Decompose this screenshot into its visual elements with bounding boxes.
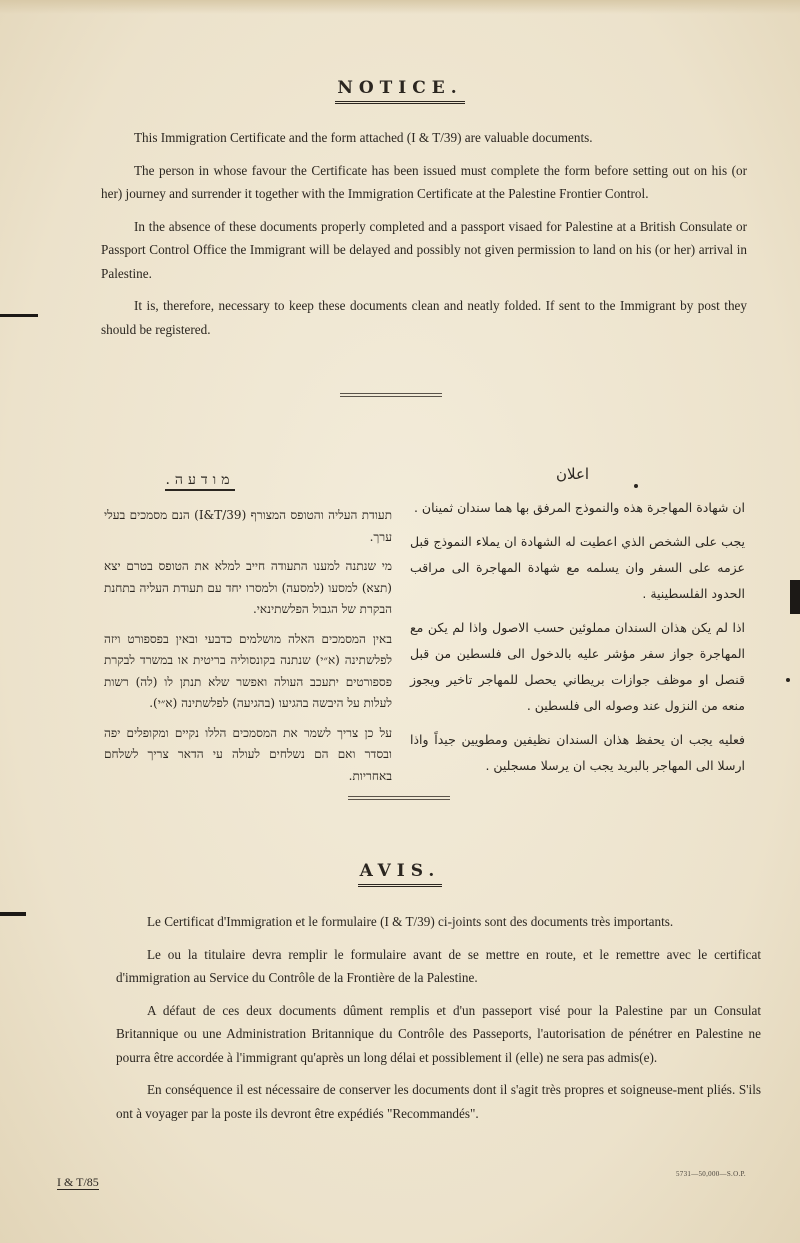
edge-mark <box>790 580 800 614</box>
notice-heading <box>0 78 800 104</box>
bullet-dot <box>634 484 638 488</box>
arabic-paragraph: يجب على الشخص الذي اعطيت له الشهادة ان يملاء النموذج قبل عزمه على السفر وان يسلمه مع شهادة المهاجرة الى مراقب الحدود الفلسطينية . <box>410 534 745 601</box>
arabic-paragraph: فعليه يجب ان يحفظ هذان السندان نظيفين ومطويين جيداً واذا ارسلا الى المهاجر بالبريد يجب ان يرسلا مسجلين . <box>410 732 745 773</box>
avis-heading <box>0 861 800 887</box>
hebrew-paragraph: מי שנתנה למענו התעודה חייב למלא את הטופס בטרם יצא (תצא) למסעו (למסעה) ולמסרו יחד עם תעודת העליה בתחנת הבקרת של הגבול הפלשתינאי. <box>104 559 392 616</box>
section-divider <box>340 393 442 397</box>
arabic-paragraph: ان شهادة المهاجرة هذه والنموذج المرفق بها هما سندان ثمينان . <box>413 500 745 515</box>
form-number <box>57 1175 99 1190</box>
hebrew-paragraph: על כן צריך לשמר את המסמכים הללו נקיים ומקופלים יפה ובסדר ואם הם נשלחים לעולה עי הדאר צריך לשלחם באחריות. <box>104 725 392 783</box>
edge-mark <box>0 314 38 317</box>
arabic-paragraph: اذا لم يكن هذان السندان مملوئين حسب الاصول واذا لم يكن مع المهاجرة جواز سفر مؤشر عليه بالدخول الى فلسطين من قبل قنصل او موظف جوازات بريطاني يحصل للمهاجر تاخير ويجوز منعه من النزول عند وصوله الى فلسطين . <box>410 620 745 713</box>
notice-paragraph: In the absence of these documents properly completed and a passport visaed for Palestine at a British Consulate or Passport Control Office the Immigrant will be delayed and possibly not given permission to land on his (or her) arrival in Palestine. <box>101 218 747 281</box>
hebrew-paragraph: באין המסמכים האלה מושלמים כדבעי ובאין בפספורט ויזה לפלשתינה (א״י) שנתנה בקונסוליה בריטית או במשרד לבקרת פספורטים יתעכב העולה ואפשר שלא תנתן לו (לה) רשות לעלות על היבשה בהגיעו (בהגיעה) לפלשתינה (א״י). <box>104 631 392 710</box>
notice-paragraph: This Immigration Certificate and the form attached (I & T/39) are valuable documents. <box>134 130 593 145</box>
paper-edge <box>0 0 800 14</box>
notice-paragraph: It is, therefore, necessary to keep these documents clean and neatly folded. If sent to the Immigrant by post they should be registered. <box>101 298 747 337</box>
hebrew-heading <box>150 472 250 489</box>
hebrew-title: מודעה. <box>165 472 234 491</box>
hebrew-paragraph: תעודת העליה והטופס המצורף (I&T/39) הנם מסמכים בעלי ערך. <box>104 508 393 544</box>
hebrew-section <box>104 505 392 795</box>
section-divider <box>348 796 450 800</box>
notice-title: NOTICE. <box>335 78 464 104</box>
arabic-heading: اعلان <box>556 465 590 483</box>
notice-section <box>101 126 747 350</box>
avis-section <box>116 910 761 1134</box>
avis-paragraph: A défaut de ces deux documents dûment remplis et d'un passeport visé pour la Palestine par un Consulat Britannique ou une Administration Britannique du Contrôle des Passeports, l'autorisation de pénétrer en Palestine ne pourra être accordée à l'immigrant qu'après un long délai et possiblement il (elle) ne sera pas admis(e). <box>116 1002 761 1065</box>
arabic-section <box>410 495 745 787</box>
avis-paragraph: Le ou la titulaire devra remplir le formulaire avant de se mettre en route, et le remettre avec le certificat d'immigration au Service du Contrôle de la Frontière de la Palestine. <box>116 946 761 985</box>
print-number: 5731—50,000—S.O.P. <box>676 1170 746 1178</box>
margin-dot <box>786 678 790 682</box>
avis-title: AVIS. <box>358 861 443 887</box>
avis-paragraph: Le Certificat d'Immigration et le formulaire (I & T/39) ci-joints sont des documents très importants. <box>147 914 674 929</box>
avis-paragraph: En conséquence il est nécessaire de conserver les documents dont il s'agit très propres et soigneuse-ment pliés. S'ils ont à voyager par la poste ils devront être expédiés "Recommandés". <box>116 1082 761 1121</box>
edge-mark <box>0 912 26 916</box>
form-number-text: I & T/85 <box>57 1175 99 1189</box>
notice-paragraph: The person in whose favour the Certificate has been issued must complete the form before setting out on his (or her) journey and surrender it together with the Immigration Certificate at the Palestine Frontier Control. <box>101 162 747 201</box>
